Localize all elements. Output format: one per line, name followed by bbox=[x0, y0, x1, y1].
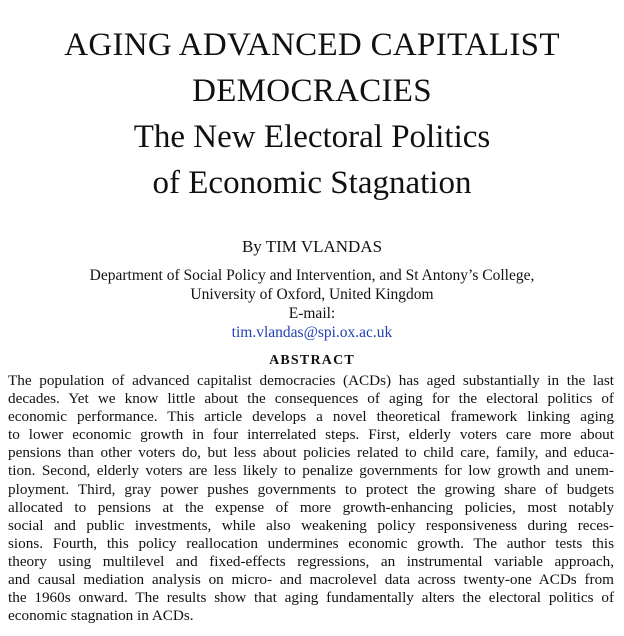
abstract-line: pensions than other voters do, but less about policies related to child care, family, and educa- bbox=[8, 444, 614, 462]
abstract-line: social and public investments, while also weakening policy responsiveness during reces- bbox=[8, 516, 614, 534]
affiliation-line-1: Department of Social Policy and Intervention, and St Antony’s College, bbox=[89, 267, 535, 284]
abstract-line: to lower economic growth in four interrelated steps. First, elderly voters care more about bbox=[8, 426, 614, 444]
subtitle-line-1: The New Electoral Politics bbox=[133, 119, 491, 155]
abstract-line: tion. Second, elderly voters are less likely to penalize governments for low growth and unem- bbox=[8, 462, 614, 480]
email-line bbox=[0, 304, 624, 342]
abstract-line: decades. Yet we know little about the consequences of aging for the electoral politics of bbox=[8, 390, 614, 408]
affiliation-block bbox=[0, 266, 624, 342]
title-line-2: DEMOCRACIES bbox=[192, 73, 432, 109]
abstract-line: sions. Fourth, this policy reallocation undermines economic growth. The author tests this bbox=[8, 534, 614, 552]
title-block bbox=[0, 22, 624, 206]
abstract-body bbox=[8, 372, 614, 625]
author-byline: By TIM VLANDAS bbox=[241, 237, 383, 256]
abstract-line: theory using multilevel and fixed-effects regressions, an instrumental variable approach, bbox=[8, 552, 614, 570]
abstract-line: the 1960s onward. The results show that aging fundamentally alters the electoral politics of bbox=[8, 589, 614, 607]
title-line-1: AGING ADVANCED CAPITALIST bbox=[64, 27, 560, 63]
subtitle-line-2: of Economic Stagnation bbox=[152, 165, 472, 201]
abstract-line: economic stagnation in ACDs. bbox=[8, 607, 194, 625]
abstract-line: ployment. Third, gray power pushes governments to protect the growing share of budgets bbox=[8, 480, 614, 498]
abstract-line: economic performance. This article develops a novel theoretical framework linking aging bbox=[8, 408, 614, 426]
email-link[interactable]: tim.vlandas@spi.ox.ac.uk bbox=[231, 324, 393, 341]
abstract-line: and causal mediation analysis on micro- and macrolevel data across twenty-one ACDs from bbox=[8, 571, 614, 589]
affiliation-line-2: University of Oxford, United Kingdom bbox=[190, 286, 434, 303]
email-label: E-mail: bbox=[288, 305, 336, 322]
abstract-line: allocated to pensions at the expense of more growth-enhancing policies, most notably bbox=[8, 498, 614, 516]
abstract-heading: ABSTRACT bbox=[269, 353, 355, 368]
abstract-line: The population of advanced capitalist democracies (ACDs) has aged substantially in the last bbox=[8, 372, 614, 389]
